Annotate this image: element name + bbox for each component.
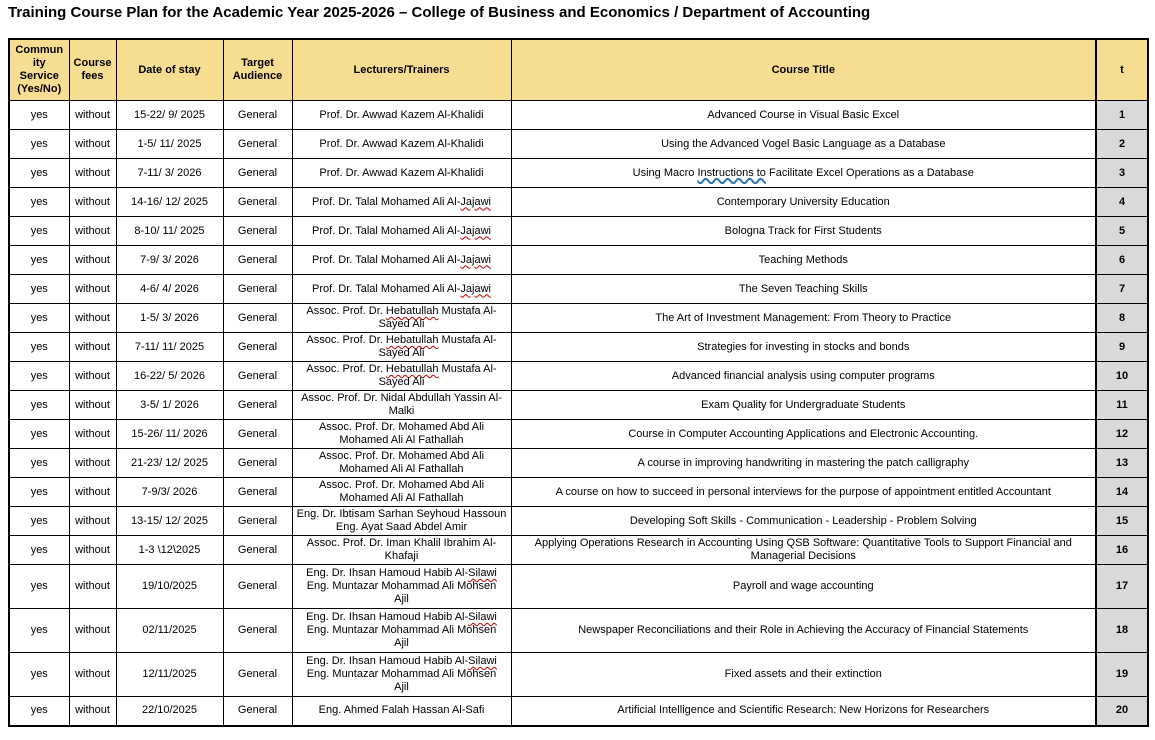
course-title-cell: Contemporary University Education: [511, 188, 1096, 217]
target-audience-cell: General: [223, 217, 292, 246]
date-of-stay-cell: 4-6/ 4/ 2026: [116, 275, 223, 304]
lecturers-cell: [292, 362, 511, 391]
proofing-mark-red: Silawi: [468, 655, 497, 668]
table-row: [9, 275, 1148, 304]
course-title-cell: Using the Advanced Vogel Basic Language as a Database: [511, 130, 1096, 159]
table-row: [9, 653, 1148, 697]
course-fees-cell: without: [69, 653, 116, 697]
proofing-mark-red: Jajawi: [460, 253, 491, 266]
target-audience-cell: General: [223, 653, 292, 697]
proofing-mark-red: Hebatullah: [385, 334, 439, 347]
target-audience-cell: General: [223, 507, 292, 536]
target-audience-cell: General: [223, 333, 292, 362]
col-header-course-title: Course Title: [511, 39, 1096, 101]
lecturers-cell: [292, 101, 511, 130]
lecturer-line: Prof. Dr. Awwad Kazem Al-Khalidi: [319, 108, 484, 121]
community-service-cell: yes: [9, 420, 69, 449]
course-title-cell: Fixed assets and their extinction: [511, 653, 1096, 697]
community-service-cell: yes: [9, 653, 69, 697]
target-audience-cell: General: [223, 101, 292, 130]
course-plan-table: [8, 38, 1149, 727]
lecturer-line: Assoc. Prof. Dr. Hebatullah Mustafa Al-Sayed Ali: [306, 334, 497, 359]
page-title: Training Course Plan for the Academic Year 2025-2026 – College of Business and Economics / Department of Accounting: [8, 4, 871, 21]
lecturer-line: Eng. Dr. Ihsan Hamoud Habib Al-Silawi: [306, 567, 497, 580]
target-audience-cell: General: [223, 609, 292, 653]
course-fees-cell: without: [69, 333, 116, 362]
community-service-cell: yes: [9, 449, 69, 478]
date-of-stay-cell: 1-5/ 3/ 2026: [116, 304, 223, 333]
course-title-cell: Strategies for investing in stocks and bonds: [511, 333, 1096, 362]
lecturer-line: Eng. Muntazar Mohammad Ali Mohsen: [306, 624, 497, 637]
lecturers-cell: [292, 391, 511, 420]
target-audience-cell: General: [223, 536, 292, 565]
table-row: [9, 697, 1148, 726]
lecturer-line: Assoc. Prof. Dr. Iman Khalil Ibrahim Al-Khafaji: [306, 537, 497, 562]
course-fees-cell: without: [69, 420, 116, 449]
course-fees-cell: without: [69, 275, 116, 304]
date-of-stay-cell: 19/10/2025: [116, 565, 223, 609]
lecturers-cell: [292, 304, 511, 333]
row-number-cell: 2: [1096, 130, 1148, 159]
date-of-stay-cell: 15-26/ 11/ 2026: [116, 420, 223, 449]
date-of-stay-cell: 7-11/ 11/ 2025: [116, 333, 223, 362]
lecturers-cell: [292, 188, 511, 217]
course-fees-cell: without: [69, 304, 116, 333]
table-row: [9, 246, 1148, 275]
proofing-mark-red: Jajawi: [460, 224, 491, 237]
course-title-cell: The Seven Teaching Skills: [511, 275, 1096, 304]
course-fees-cell: without: [69, 246, 116, 275]
proofing-mark-red: Silawi: [468, 567, 497, 580]
community-service-cell: yes: [9, 362, 69, 391]
course-fees-cell: without: [69, 609, 116, 653]
row-number-cell: 11: [1096, 391, 1148, 420]
date-of-stay-cell: 21-23/ 12/ 2025: [116, 449, 223, 478]
date-of-stay-cell: 22/10/2025: [116, 697, 223, 726]
row-number-cell: 9: [1096, 333, 1148, 362]
lecturer-line: Ajil: [394, 680, 409, 693]
lecturers-cell: [292, 275, 511, 304]
lecturers-cell: [292, 449, 511, 478]
row-number-cell: 13: [1096, 449, 1148, 478]
row-number-cell: 17: [1096, 565, 1148, 609]
course-fees-cell: without: [69, 507, 116, 536]
row-number-cell: 7: [1096, 275, 1148, 304]
lecturers-cell: [292, 333, 511, 362]
table-header: [9, 39, 1148, 101]
course-title-cell: Course in Computer Accounting Applications and Electronic Accounting.: [511, 420, 1096, 449]
lecturer-line: Prof. Dr. Awwad Kazem Al-Khalidi: [319, 166, 484, 179]
table-row: [9, 101, 1148, 130]
table-row: [9, 362, 1148, 391]
course-title-cell: Using Macro Instructions to Facilitate Excel Operations as a Database: [511, 159, 1096, 188]
date-of-stay-cell: 12/11/2025: [116, 653, 223, 697]
col-header-date-of-stay: Date of stay: [116, 39, 223, 101]
row-number-cell: 5: [1096, 217, 1148, 246]
lecturer-line: Assoc. Prof. Dr. Mohamed Abd Ali Mohamed Ali Al Fathallah: [318, 450, 485, 475]
date-of-stay-cell: 1-3 \12\2025: [116, 536, 223, 565]
lecturer-line: Eng. Dr. Ihsan Hamoud Habib Al-Silawi: [306, 611, 497, 624]
table-body: [9, 101, 1148, 726]
col-header-lecturers-trainers: Lecturers/Trainers: [292, 39, 511, 101]
table-row: [9, 130, 1148, 159]
lecturer-line: Eng. Dr. Ibtisam Sarhan Seyhoud Hassoun: [296, 508, 507, 521]
target-audience-cell: General: [223, 391, 292, 420]
row-number-cell: 1: [1096, 101, 1148, 130]
target-audience-cell: General: [223, 478, 292, 507]
lecturers-cell: [292, 565, 511, 609]
table-row: [9, 217, 1148, 246]
col-header-course-fees: Course fees: [69, 39, 116, 101]
course-title-cell: Advanced Course in Visual Basic Excel: [511, 101, 1096, 130]
header-row: [9, 39, 1148, 101]
community-service-cell: yes: [9, 507, 69, 536]
proofing-mark-red: Hebatullah: [385, 363, 439, 376]
lecturer-line: Assoc. Prof. Dr. Hebatullah Mustafa Al-Sayed Ali: [306, 363, 497, 388]
lecturer-line: Prof. Dr. Talal Mohamed Ali Al-Jajawi: [312, 195, 491, 208]
lecturer-line: Eng. Muntazar Mohammad Ali Mohsen: [306, 580, 497, 593]
course-title-cell: Applying Operations Research in Accounting Using QSB Software: Quantitative Tools to Support Financial and Managerial Decisions: [511, 536, 1096, 565]
date-of-stay-cell: 02/11/2025: [116, 609, 223, 653]
table-row: [9, 159, 1148, 188]
proofing-mark-blue: Instructions to: [697, 166, 766, 179]
community-service-cell: yes: [9, 275, 69, 304]
date-of-stay-cell: 7-11/ 3/ 2026: [116, 159, 223, 188]
target-audience-cell: General: [223, 159, 292, 188]
community-service-cell: yes: [9, 391, 69, 420]
col-header-community-service: Community Service (Yes/No): [9, 39, 69, 101]
target-audience-cell: General: [223, 275, 292, 304]
date-of-stay-cell: 1-5/ 11/ 2025: [116, 130, 223, 159]
date-of-stay-cell: 3-5/ 1/ 2026: [116, 391, 223, 420]
row-number-cell: 14: [1096, 478, 1148, 507]
lecturers-cell: [292, 420, 511, 449]
course-fees-cell: without: [69, 130, 116, 159]
community-service-cell: yes: [9, 478, 69, 507]
course-fees-cell: without: [69, 391, 116, 420]
lecturer-line: Assoc. Prof. Dr. Nidal Abdullah Yassin Al-Malki: [301, 392, 502, 417]
row-number-cell: 6: [1096, 246, 1148, 275]
course-title-cell: Developing Soft Skills - Communication - Leadership - Problem Solving: [511, 507, 1096, 536]
table-row: [9, 609, 1148, 653]
col-header-number: t: [1096, 39, 1148, 101]
lecturer-line: Eng. Ayat Saad Abdel Amir: [335, 521, 468, 533]
community-service-cell: yes: [9, 697, 69, 726]
target-audience-cell: General: [223, 188, 292, 217]
lecturers-cell: [292, 536, 511, 565]
course-fees-cell: without: [69, 159, 116, 188]
lecturer-line: Ajil: [394, 592, 409, 605]
proofing-mark-red: Hebatullah: [385, 305, 439, 318]
lecturer-line: Ajil: [394, 636, 409, 649]
target-audience-cell: General: [223, 130, 292, 159]
course-title-cell: Bologna Track for First Students: [511, 217, 1096, 246]
date-of-stay-cell: 7-9/3/ 2026: [116, 478, 223, 507]
target-audience-cell: General: [223, 420, 292, 449]
table-row: [9, 333, 1148, 362]
course-title-cell: Teaching Methods: [511, 246, 1096, 275]
table-row: [9, 188, 1148, 217]
table-row: [9, 391, 1148, 420]
course-title-cell: A course in improving handwriting in mastering the patch calligraphy: [511, 449, 1096, 478]
lecturers-cell: [292, 697, 511, 726]
target-audience-cell: General: [223, 449, 292, 478]
lecturer-line: Assoc. Prof. Dr. Mohamed Abd Ali Mohamed Ali Al Fathallah: [318, 479, 485, 504]
course-fees-cell: without: [69, 478, 116, 507]
lecturers-cell: [292, 159, 511, 188]
table-row: [9, 420, 1148, 449]
course-title-cell: A course on how to succeed in personal interviews for the purpose of appointment entitled Accountant: [511, 478, 1096, 507]
community-service-cell: yes: [9, 130, 69, 159]
course-fees-cell: without: [69, 188, 116, 217]
community-service-cell: yes: [9, 536, 69, 565]
community-service-cell: yes: [9, 159, 69, 188]
table-row: [9, 536, 1148, 565]
course-title-cell: Advanced financial analysis using computer programs: [511, 362, 1096, 391]
lecturer-line: Prof. Dr. Talal Mohamed Ali Al-Jajawi: [312, 224, 491, 237]
community-service-cell: yes: [9, 188, 69, 217]
lecturers-cell: [292, 130, 511, 159]
lecturer-line: Prof. Dr. Awwad Kazem Al-Khalidi: [319, 137, 484, 150]
lecturers-cell: [292, 507, 511, 536]
community-service-cell: yes: [9, 217, 69, 246]
date-of-stay-cell: 15-22/ 9/ 2025: [116, 101, 223, 130]
course-fees-cell: without: [69, 449, 116, 478]
lecturer-line: Prof. Dr. Talal Mohamed Ali Al-Jajawi: [312, 253, 491, 266]
table-row: [9, 304, 1148, 333]
row-number-cell: 10: [1096, 362, 1148, 391]
date-of-stay-cell: 13-15/ 12/ 2025: [116, 507, 223, 536]
lecturer-line: Prof. Dr. Talal Mohamed Ali Al-Jajawi: [312, 282, 491, 295]
community-service-cell: yes: [9, 101, 69, 130]
course-fees-cell: without: [69, 217, 116, 246]
target-audience-cell: General: [223, 246, 292, 275]
course-title-cell: The Art of Investment Management: From Theory to Practice: [511, 304, 1096, 333]
community-service-cell: yes: [9, 304, 69, 333]
lecturers-cell: [292, 653, 511, 697]
target-audience-cell: General: [223, 362, 292, 391]
course-title-cell: Exam Quality for Undergraduate Students: [511, 391, 1096, 420]
course-fees-cell: without: [69, 101, 116, 130]
row-number-cell: 20: [1096, 697, 1148, 726]
row-number-cell: 4: [1096, 188, 1148, 217]
date-of-stay-cell: 16-22/ 5/ 2026: [116, 362, 223, 391]
date-of-stay-cell: 14-16/ 12/ 2025: [116, 188, 223, 217]
community-service-cell: yes: [9, 333, 69, 362]
lecturer-line: Assoc. Prof. Dr. Hebatullah Mustafa Al-Sayed Ali: [306, 305, 497, 330]
community-service-cell: yes: [9, 565, 69, 609]
col-header-target-audience: Target Audience: [223, 39, 292, 101]
community-service-cell: yes: [9, 609, 69, 653]
course-fees-cell: without: [69, 362, 116, 391]
row-number-cell: 12: [1096, 420, 1148, 449]
row-number-cell: 8: [1096, 304, 1148, 333]
target-audience-cell: General: [223, 697, 292, 726]
proofing-mark-red: Jajawi: [460, 282, 491, 295]
lecturers-cell: [292, 217, 511, 246]
lecturers-cell: [292, 478, 511, 507]
target-audience-cell: General: [223, 304, 292, 333]
course-fees-cell: without: [69, 697, 116, 726]
course-title-cell: Artificial Intelligence and Scientific Research: New Horizons for Researchers: [511, 697, 1096, 726]
course-title-cell: Newspaper Reconciliations and their Role in Achieving the Accuracy of Financial Statements: [511, 609, 1096, 653]
date-of-stay-cell: 8-10/ 11/ 2025: [116, 217, 223, 246]
lecturer-line: Eng. Ahmed Falah Hassan Al-Safi: [318, 704, 485, 717]
table-row: [9, 449, 1148, 478]
date-of-stay-cell: 7-9/ 3/ 2026: [116, 246, 223, 275]
community-service-cell: yes: [9, 246, 69, 275]
course-title-cell: Payroll and wage accounting: [511, 565, 1096, 609]
row-number-cell: 19: [1096, 653, 1148, 697]
table-row: [9, 507, 1148, 536]
course-fees-cell: without: [69, 565, 116, 609]
row-number-cell: 18: [1096, 609, 1148, 653]
lecturer-line: Eng. Dr. Ihsan Hamoud Habib Al-Silawi: [306, 655, 497, 668]
row-number-cell: 3: [1096, 159, 1148, 188]
lecturers-cell: [292, 246, 511, 275]
proofing-mark-red: Jajawi: [460, 195, 491, 208]
course-fees-cell: without: [69, 536, 116, 565]
target-audience-cell: General: [223, 565, 292, 609]
table-row: [9, 565, 1148, 609]
lecturers-cell: [292, 609, 511, 653]
table-row: [9, 478, 1148, 507]
lecturer-line: Assoc. Prof. Dr. Mohamed Abd Ali Mohamed Ali Al Fathallah: [318, 421, 485, 446]
row-number-cell: 15: [1096, 507, 1148, 536]
row-number-cell: 16: [1096, 536, 1148, 565]
proofing-mark-red: Silawi: [468, 611, 497, 624]
lecturer-line: Eng. Muntazar Mohammad Ali Mohsen: [306, 668, 497, 681]
